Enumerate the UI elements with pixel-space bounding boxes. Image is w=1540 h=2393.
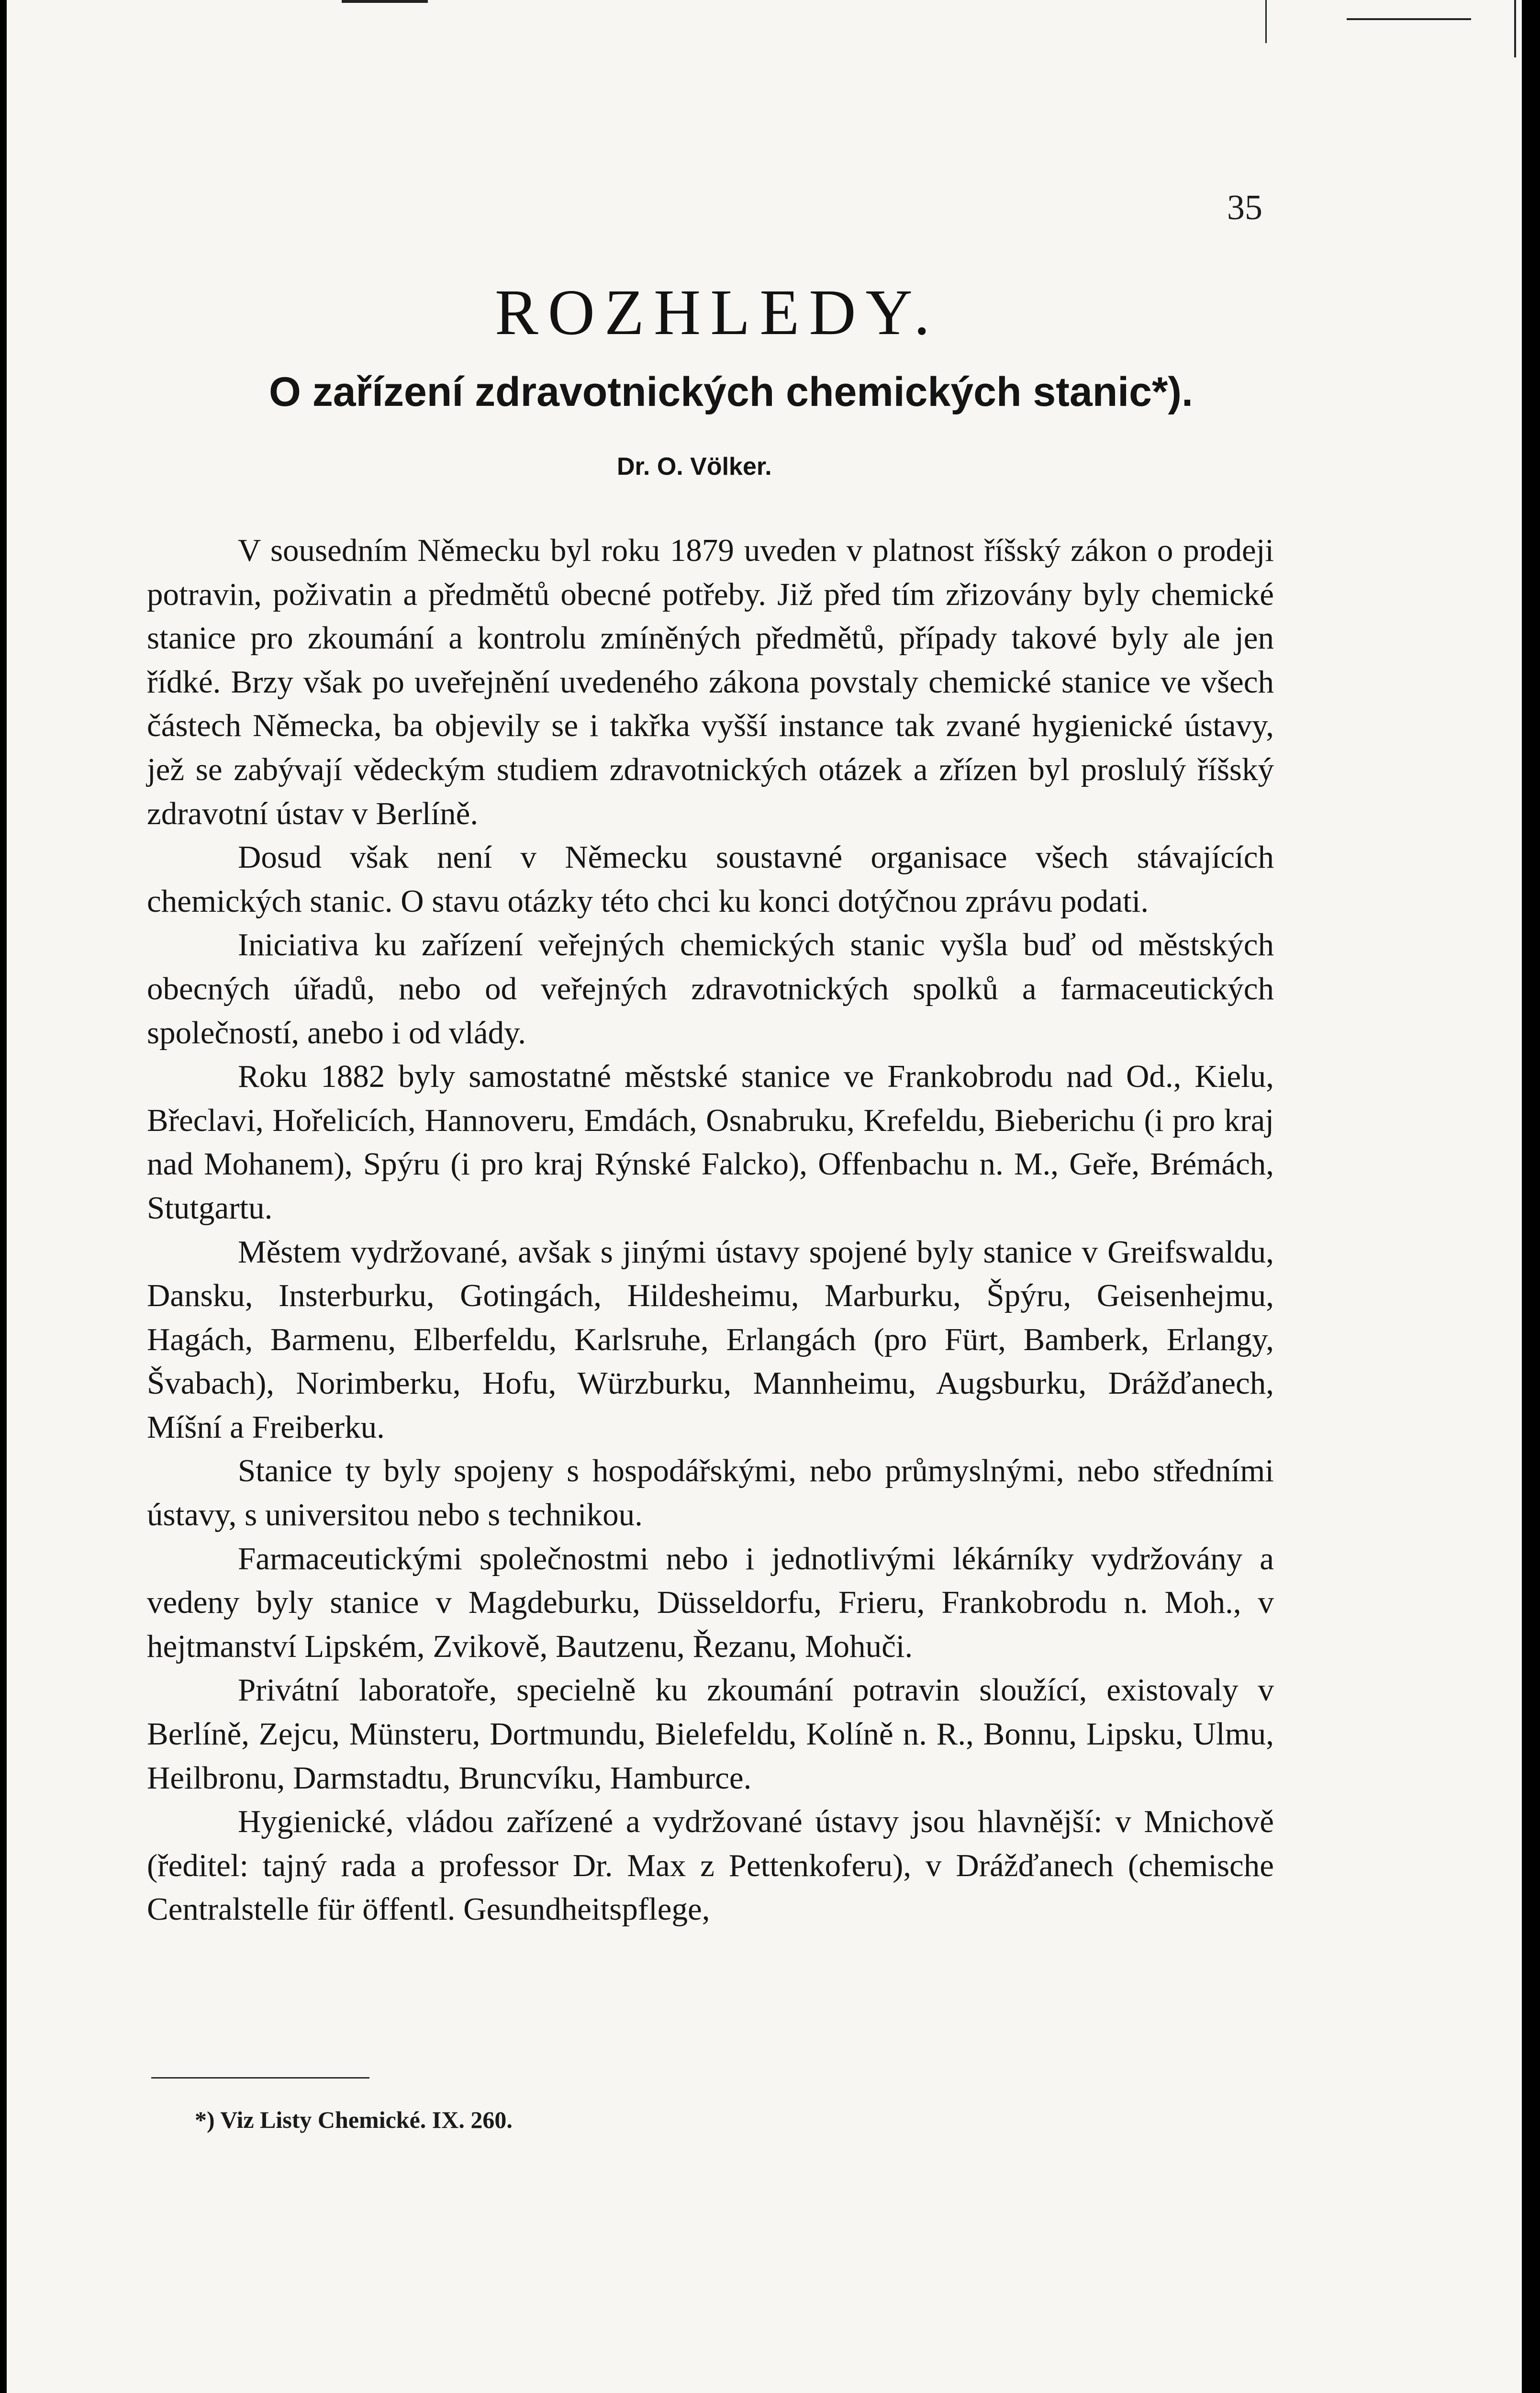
paragraph: Iniciativa ku zařízení veřejných chemických stanic vyšla buď od městských obecných úřadů, nebo od veřejných zdravotnických spolků a farmaceutických společností, anebo i od vlády. [147,927,1274,1051]
paragraph: Privátní laboratoře, specielně ku zkoumání potravin sloužící, existovaly v Berlíně, Zejcu, Münsteru, Dortmundu, Bielefeldu, Kolíně n. R., Bonnu, Lipsku, Ulmu, Heilbronu, Darmstadtu, Bruncvíku, Hamburce. [147,1672,1274,1796]
paragraph: Dosud však není v Německu soustavné organisace všech stávajících chemických stanic. O stavu otázky této chci ku konci dotýčnou zprávu podati. [147,839,1274,919]
article-body [147,529,1274,1932]
paragraph: V sousedním Německu byl roku 1879 uveden v platnost říšský zákon o prodeji potravin, poživatin a předmětů obecné potřeby. Již před tím zřizovány byly chemické stanice pro zkoumání a kontrolu zmíněných předmětů, případy takové byly ale jen řídké. Brzy však po uveřejnění uvedeného zákona povstaly chemické stanice ve všech částech Německa, ba objevily se i takřka vyšší instance tak zvané hygienické ústavy, jež se zabývají vědeckým studiem zdravotnických otázek a zřízen byl proslulý říšský zdravotní ústav v Berlíně. [147,533,1274,831]
footnote-divider [151,2077,369,2079]
footnote: *) Viz Listy Chemické. IX. 260. [195,2106,513,2133]
scan-edge-mark [1265,0,1267,43]
scan-edge-mark [342,0,428,3]
article-title: O zařízení zdravotnických chemických stanic*). [269,369,1193,415]
paragraph: Městem vydržované, avšak s jinými ústavy spojené byly stanice v Greifswaldu, Dansku, Insterburku, Gotingách, Hildesheimu, Marburku, Špýru, Geisenhejmu, Hagách, Barmenu, Elberfeldu, Karlsruhe, Erlangách (pro Fürt, Bamberk, Erlangy, Švabach), Norimberku, Hofu, Würzburku, Mannheimu, Augsburku, Drážďanech, Míšní a Freiberku. [147,1234,1274,1445]
paragraph: Roku 1882 byly samostatné městské stanice ve Frankobrodu nad Od., Kielu, Břeclavi, Hořelicích, Hannoveru, Emdách, Osnabruku, Krefeldu, Bieberichu (i pro kraj nad Mohanem), Spýru (i pro kraj Rýnské Falcko), Offenbachu n. M., Geře, Brémách, Stutgartu. [147,1059,1274,1226]
page-number: 35 [1227,188,1262,227]
article-author: Dr. O. Völker. [617,453,772,481]
paragraph: Farmaceutickými společnostmi nebo i jednotlivými lékárníky vydržovány a vedeny byly stanice v Magdeburku, Düsseldorfu, Frieru, Frankobrodu n. Moh., v hejtmanství Lipském, Zvikově, Bautzenu, Řezanu, Mohuči. [147,1541,1274,1664]
section-heading: ROZHLEDY. [495,277,940,348]
scan-edge-mark [1347,18,1471,20]
paragraph: Hygienické, vládou zařízené a vydržované ústavy jsou hlavnější: v Mnichově (ředitel: tajný rada a professor Dr. Max z Pettenkoferu), v Drážďanech (chemische Centralstelle für öffentl. Gesundheitspflege, [147,1804,1274,1927]
paragraph: Stanice ty byly spojeny s hospodářskými, nebo průmyslnými, nebo středními ústavy, s universitou nebo s technikou. [147,1453,1274,1533]
scan-edge-mark [1514,0,1516,57]
document-page [7,0,1522,2393]
